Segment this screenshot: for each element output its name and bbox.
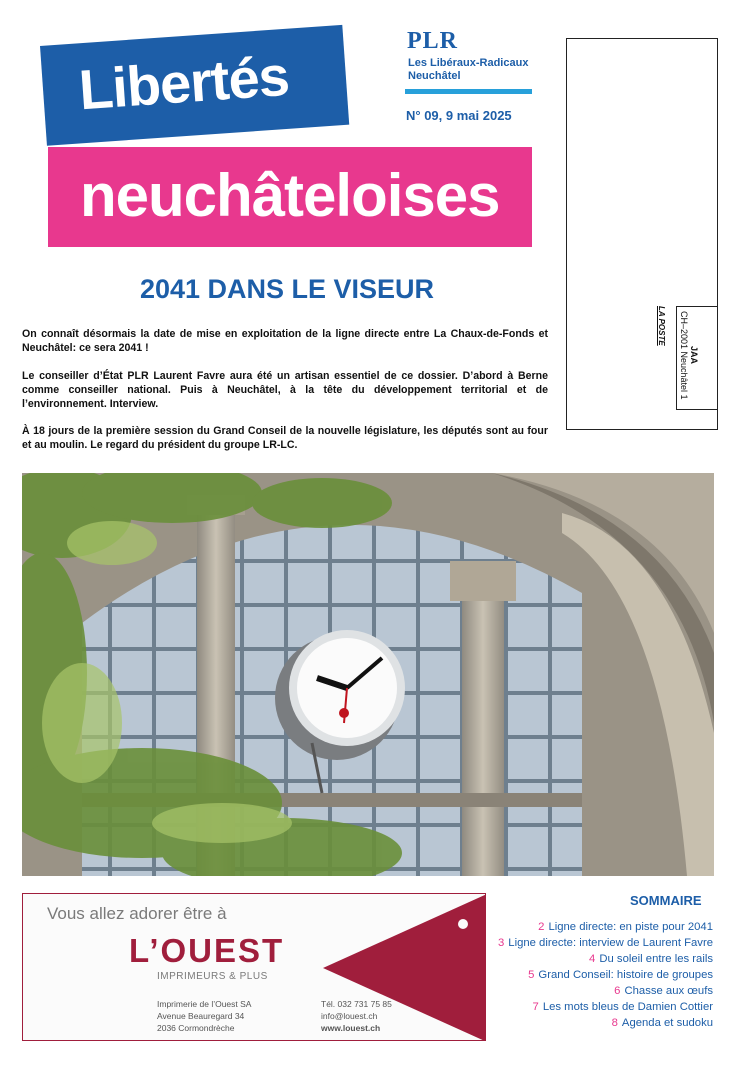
- masthead-title-line1: Libertés: [76, 43, 291, 122]
- toc-item[interactable]: [533, 1001, 713, 1013]
- ad-address-line: Imprimerie de l’Ouest SA: [157, 999, 252, 1009]
- toc-page-number: 7: [532, 1001, 539, 1013]
- party-name-line1: Les Libéraux-Radicaux: [408, 57, 529, 69]
- toc-page-number: 5: [528, 969, 535, 981]
- toc-item[interactable]: [498, 937, 713, 949]
- intro-paragraph: À 18 jours de la première session du Grand Conseil de la nouvelle législature, les députés sont au four et au moulin. Le regard du président du groupe LR-LC.: [22, 425, 548, 451]
- ad-address-line: 2036 Cormondrèche: [157, 1023, 235, 1033]
- ad-email-link[interactable]: info@louest.ch: [321, 1011, 378, 1021]
- toc-page-number: 2: [538, 921, 545, 933]
- ad-subtitle: IMPRIMEURS & PLUS: [157, 971, 268, 982]
- postal-code: CH–2001 Neuchâtel 1: [679, 311, 689, 400]
- ad-phone: Tél. 032 731 75 85: [321, 999, 392, 1009]
- intro-paragraph: On connaît désormais la date de mise en exploitation de la ligne directe entre La Chaux-de-Fonds et Neuchâtel: ce sera 2041 !: [22, 328, 548, 354]
- la-poste-logo: LA POSTE: [657, 306, 666, 346]
- toc-page-number: 8: [611, 1017, 618, 1029]
- toc-item[interactable]: [614, 985, 713, 997]
- party-name-line2: Neuchâtel: [408, 70, 461, 82]
- toc-page-number: 4: [589, 953, 596, 965]
- toc-item[interactable]: [528, 969, 713, 981]
- toc-item[interactable]: [538, 921, 713, 933]
- toc-page-number: 3: [497, 937, 505, 949]
- sommaire-title: SOMMAIRE: [630, 893, 702, 908]
- intro-paragraph: Le conseiller d’État PLR Laurent Favre aura été un artisan essentiel de ce dossier. D’abord à Berne comme conseiller national. Puis à Neuchâtel, à la tête du développement territorial et de l’environnement. Interview.: [22, 370, 548, 410]
- advertisement-louest[interactable]: [22, 893, 486, 1041]
- ad-address-line: Avenue Beauregard 34: [157, 1011, 245, 1021]
- toc-item-label: Ligne directe: en piste pour 2041: [548, 921, 713, 933]
- toc-item[interactable]: [612, 1017, 713, 1029]
- ad-brand-logo: L’OUEST: [129, 932, 285, 969]
- masthead-title-blue-block: [40, 25, 349, 146]
- toc-item-label: Grand Conseil: histoire de groupes: [538, 969, 713, 981]
- toc-item-label: Chasse aux œufs: [624, 985, 713, 997]
- toc-item-label: Les mots bleus de Damien Cottier: [542, 1001, 713, 1013]
- plr-logo: PLR: [407, 28, 458, 54]
- issue-number: N° 09, 9 mai 2025: [406, 108, 512, 123]
- ad-tagline: Vous allez adorer être à: [47, 904, 227, 923]
- jaa-label: JAA: [689, 346, 699, 365]
- party-divider: [405, 89, 532, 94]
- station-clock-photo: [22, 473, 714, 876]
- masthead-title-line2: neuchâteloises: [80, 162, 500, 229]
- toc-page-number: 6: [614, 985, 621, 997]
- toc-item-label: Agenda et sudoku: [621, 1017, 713, 1029]
- toc-item[interactable]: [589, 953, 713, 965]
- masthead-title-pink-block: [48, 147, 532, 247]
- ad-website-link[interactable]: www.louest.ch: [321, 1023, 381, 1033]
- toc-item-label: Ligne directe: interview de Laurent Favre: [508, 937, 713, 949]
- toc-item-label: Du soleil entre les rails: [599, 953, 713, 965]
- main-headline: 2041 DANS LE VISEUR: [139, 274, 435, 304]
